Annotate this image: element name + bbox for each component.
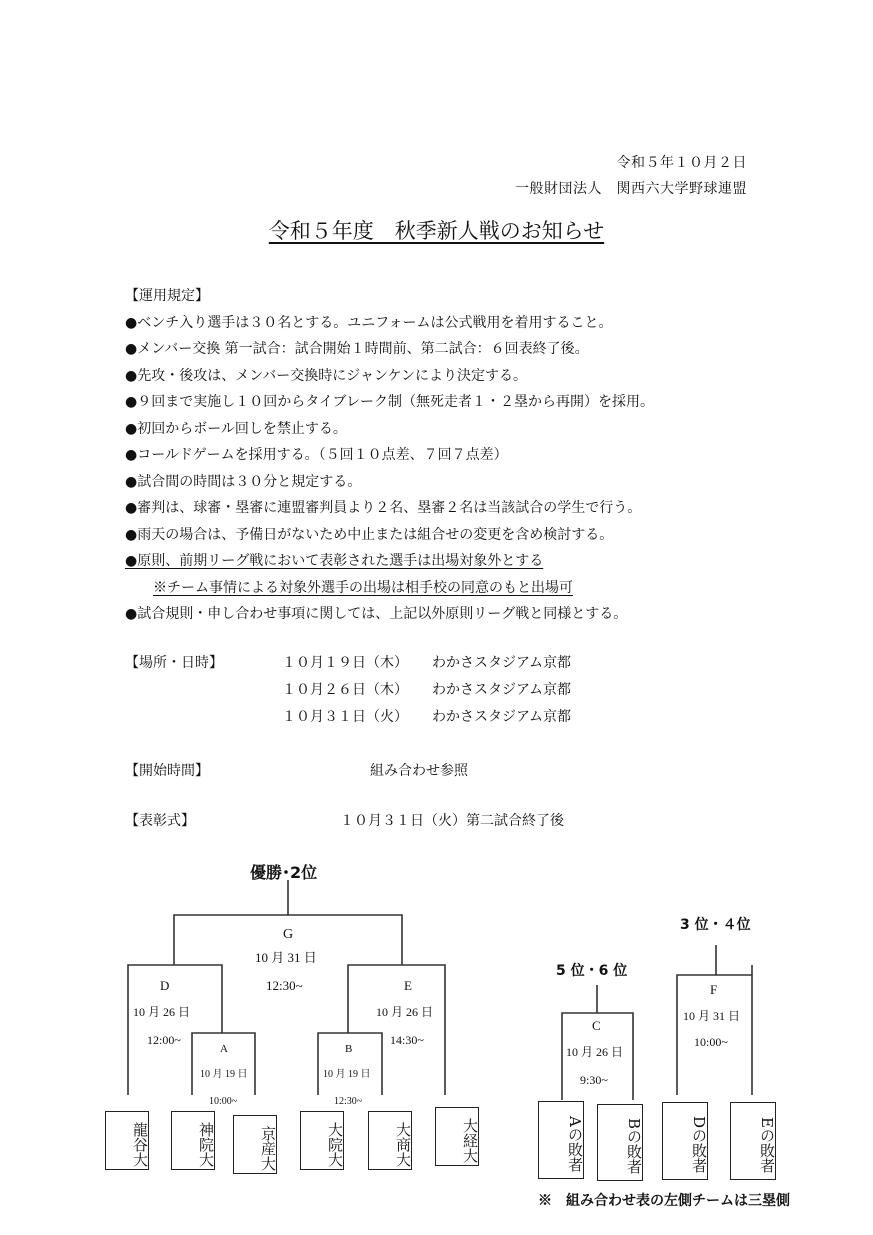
match-d-date: 10 月 26 日	[133, 1005, 191, 1019]
schedule-date: １０月３１日（火）	[282, 709, 408, 725]
match-g-id: G	[283, 927, 294, 942]
match-b-time: 12:30~	[334, 1096, 363, 1107]
rule-item: ●先攻・後攻は、メンバー交換時にジャンケンにより決定する。	[125, 367, 527, 384]
bracket-note: ※ 組み合わせ表の左側チームは三塁側	[538, 1193, 790, 1209]
schedule-venue: わかさスタジアム京都	[432, 709, 572, 725]
match-d-id: D	[160, 978, 170, 993]
schedule-date: １０月２６日（木）	[282, 682, 408, 698]
start-time-label: 【開始時間】	[125, 763, 209, 779]
match-b-date: 10 月 19 日	[323, 1069, 371, 1080]
schedule-venue: わかさスタジアム京都	[432, 655, 572, 671]
organization-name: 一般財団法人 関西六大学野球連盟	[515, 181, 747, 197]
team-box: 大商大	[368, 1111, 412, 1170]
rule-item: ●試合間の時間は３０分と規定する。	[125, 473, 362, 490]
rule-item: ●審判は、球審・塁審に連盟審判員より２名、塁審２名は当該試合の学生で行う。	[125, 500, 642, 516]
rule-item: ●メンバー交換 第一試合：試合開始１時間前、第二試合：６回表終了後。	[125, 341, 589, 357]
team-box: 大経大	[435, 1107, 479, 1166]
ceremony-label: 【表彰式】	[125, 813, 195, 829]
team-box: 龍谷大	[105, 1111, 149, 1170]
rule-item: ●初回からボール回しを禁止する。	[125, 420, 347, 437]
final-title: 優勝･2位	[250, 863, 318, 882]
match-g-date: 10 月 31 日	[255, 950, 317, 965]
match-a-time: 10:00~	[209, 1096, 238, 1107]
match-c-id: C	[592, 1018, 601, 1033]
match-c-time: 9:30~	[580, 1073, 608, 1087]
match-f-id: F	[710, 982, 718, 997]
f-title: 3 位・４位	[680, 917, 751, 933]
match-e-date: 10 月 26 日	[376, 1005, 434, 1019]
schedule-label: 【場所・日時】	[125, 655, 223, 671]
match-f-time: 10:00~	[694, 1035, 728, 1049]
match-g-time: 12:30~	[266, 978, 303, 993]
c-title: 5 位・6 位	[556, 963, 628, 979]
loser-box: Bの敗者	[597, 1104, 643, 1181]
match-a-id: A	[220, 1043, 228, 1055]
rule-item: ●ベンチ入り選手は３０名とする。ユニフォームは公式戦用を着用すること。	[125, 314, 613, 331]
match-b-id: B	[345, 1043, 353, 1055]
loser-box: Dの敗者	[662, 1102, 708, 1180]
rule-underlined-text: ●原則、前期リーグ戦において表彰された選手は出場対象外とする	[125, 553, 544, 569]
rule-item: ●９回まで実施し１０回からタイブレーク制（無死走者１・２塁から再開）を採用。	[125, 394, 654, 410]
match-d-time: 12:00~	[147, 1033, 181, 1047]
loser-box: Eの敗者	[730, 1102, 776, 1180]
rule-item: ●コールドゲームを採用する。（５回１０点差、７回７点差）	[125, 447, 508, 463]
team-box: 大院大	[300, 1111, 344, 1170]
team-box: 神院大	[171, 1111, 215, 1170]
rule-item: ●試合規則・申し合わせ事項に関しては、上記以外原則リーグ戦と同様とする。	[125, 606, 628, 622]
schedule-date: １０月１９日（木）	[282, 655, 408, 671]
rule-item: ●雨天の場合は、予備日がないため中止または組合せの変更を含め検討する。	[125, 526, 614, 543]
team-box: 京産大	[233, 1115, 277, 1174]
match-e-id: E	[404, 978, 412, 993]
page-title-text: 令和５年度 秋季新人戦のお知らせ	[268, 219, 605, 243]
loser-box: Aの敗者	[538, 1101, 584, 1179]
match-f-date: 10 月 31 日	[683, 1009, 741, 1023]
start-time-value: 組み合わせ参照	[370, 763, 468, 779]
match-a-date: 10 月 19 日	[200, 1069, 248, 1080]
rules-heading: 【運用規定】	[125, 288, 209, 304]
ceremony-value: １０月３１日（火）第二試合終了後	[340, 813, 564, 829]
rule-note-text: ※チーム事情による対象外選手の出場は相手校の同意のもと出場可	[153, 579, 573, 596]
schedule-venue: わかさスタジアム京都	[432, 682, 572, 698]
match-c-date: 10 月 26 日	[566, 1045, 624, 1059]
match-e-time: 14:30~	[390, 1033, 424, 1047]
document-date: 令和５年１０月２日	[616, 155, 747, 171]
